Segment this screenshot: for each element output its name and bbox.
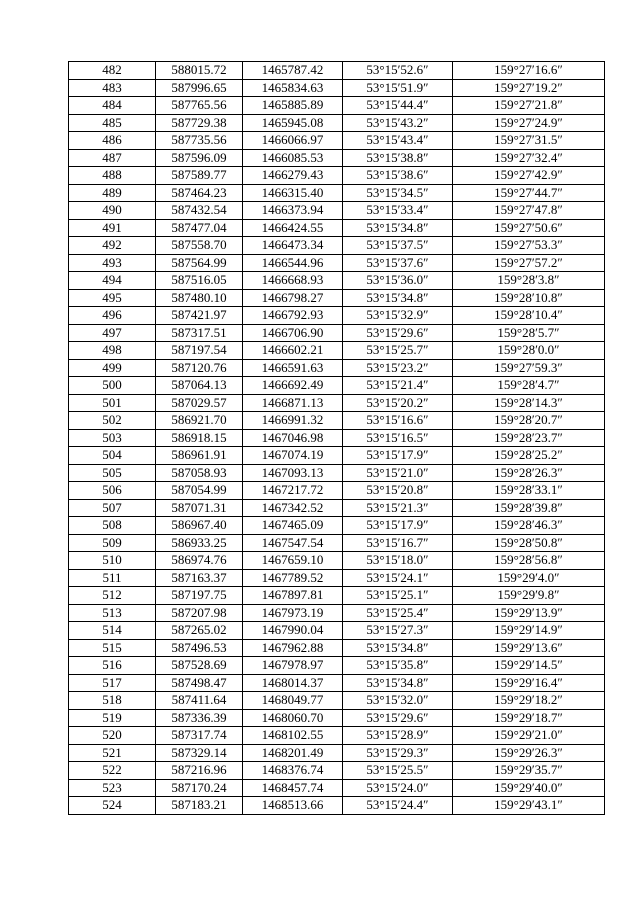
- point-number-cell: 485: [69, 114, 156, 132]
- table-row: [69, 447, 605, 465]
- y-coordinate-cell: 1468102.55: [243, 727, 343, 745]
- table-row: [69, 307, 605, 325]
- y-coordinate-cell: 1467978.97: [243, 657, 343, 675]
- table-row: [69, 569, 605, 587]
- point-number-cell: 482: [69, 62, 156, 80]
- longitude-cell: 159°27′32.4″: [453, 149, 605, 167]
- latitude-cell: 53°15′25.4″: [343, 604, 453, 622]
- longitude-cell: 159°29′13.9″: [453, 604, 605, 622]
- latitude-cell: 53°15′21.3″: [343, 499, 453, 517]
- table-row: [69, 674, 605, 692]
- table-row: [69, 587, 605, 605]
- x-coordinate-cell: 587170.24: [156, 779, 243, 797]
- x-coordinate-cell: 587329.14: [156, 744, 243, 762]
- longitude-cell: 159°28′3.8″: [453, 272, 605, 290]
- latitude-cell: 53°15′18.0″: [343, 552, 453, 570]
- point-number-cell: 513: [69, 604, 156, 622]
- point-number-cell: 484: [69, 97, 156, 115]
- latitude-cell: 53°15′23.2″: [343, 359, 453, 377]
- longitude-cell: 159°29′18.7″: [453, 709, 605, 727]
- y-coordinate-cell: 1468201.49: [243, 744, 343, 762]
- y-coordinate-cell: 1466315.40: [243, 184, 343, 202]
- y-coordinate-cell: 1465787.42: [243, 62, 343, 80]
- x-coordinate-cell: 587729.38: [156, 114, 243, 132]
- x-coordinate-cell: 587071.31: [156, 499, 243, 517]
- longitude-cell: 159°27′53.3″: [453, 237, 605, 255]
- longitude-cell: 159°27′47.8″: [453, 202, 605, 220]
- y-coordinate-cell: 1467465.09: [243, 517, 343, 535]
- y-coordinate-cell: 1466871.13: [243, 394, 343, 412]
- longitude-cell: 159°27′42.9″: [453, 167, 605, 185]
- latitude-cell: 53°15′24.4″: [343, 797, 453, 815]
- latitude-cell: 53°15′34.8″: [343, 674, 453, 692]
- point-number-cell: 492: [69, 237, 156, 255]
- latitude-cell: 53°15′20.8″: [343, 482, 453, 500]
- coordinates-table-body: [69, 62, 605, 815]
- table-row: [69, 359, 605, 377]
- x-coordinate-cell: 588015.72: [156, 62, 243, 80]
- latitude-cell: 53°15′34.8″: [343, 219, 453, 237]
- table-row: [69, 342, 605, 360]
- table-row: [69, 657, 605, 675]
- longitude-cell: 159°27′57.2″: [453, 254, 605, 272]
- point-number-cell: 486: [69, 132, 156, 150]
- x-coordinate-cell: 586933.25: [156, 534, 243, 552]
- point-number-cell: 497: [69, 324, 156, 342]
- x-coordinate-cell: 587996.65: [156, 79, 243, 97]
- longitude-cell: 159°29′35.7″: [453, 762, 605, 780]
- x-coordinate-cell: 587528.69: [156, 657, 243, 675]
- point-number-cell: 501: [69, 394, 156, 412]
- table-row: [69, 289, 605, 307]
- table-row: [69, 272, 605, 290]
- table-row: [69, 499, 605, 517]
- point-number-cell: 520: [69, 727, 156, 745]
- point-number-cell: 483: [69, 79, 156, 97]
- table-row: [69, 377, 605, 395]
- point-number-cell: 524: [69, 797, 156, 815]
- x-coordinate-cell: 587496.53: [156, 639, 243, 657]
- x-coordinate-cell: 586961.91: [156, 447, 243, 465]
- latitude-cell: 53°15′29.3″: [343, 744, 453, 762]
- latitude-cell: 53°15′38.6″: [343, 167, 453, 185]
- latitude-cell: 53°15′51.9″: [343, 79, 453, 97]
- latitude-cell: 53°15′43.4″: [343, 132, 453, 150]
- y-coordinate-cell: 1466424.55: [243, 219, 343, 237]
- table-row: [69, 412, 605, 430]
- point-number-cell: 521: [69, 744, 156, 762]
- y-coordinate-cell: 1467990.04: [243, 622, 343, 640]
- point-number-cell: 491: [69, 219, 156, 237]
- point-number-cell: 489: [69, 184, 156, 202]
- latitude-cell: 53°15′25.1″: [343, 587, 453, 605]
- x-coordinate-cell: 587589.77: [156, 167, 243, 185]
- table-row: [69, 604, 605, 622]
- table-row: [69, 464, 605, 482]
- table-row: [69, 167, 605, 185]
- longitude-cell: 159°28′33.1″: [453, 482, 605, 500]
- coordinates-table: [68, 61, 605, 815]
- x-coordinate-cell: 586974.76: [156, 552, 243, 570]
- point-number-cell: 499: [69, 359, 156, 377]
- point-number-cell: 514: [69, 622, 156, 640]
- table-row: [69, 709, 605, 727]
- latitude-cell: 53°15′17.9″: [343, 517, 453, 535]
- longitude-cell: 159°28′5.7″: [453, 324, 605, 342]
- latitude-cell: 53°15′34.8″: [343, 289, 453, 307]
- table-row: [69, 552, 605, 570]
- table-row: [69, 482, 605, 500]
- longitude-cell: 159°28′20.7″: [453, 412, 605, 430]
- point-number-cell: 517: [69, 674, 156, 692]
- point-number-cell: 515: [69, 639, 156, 657]
- y-coordinate-cell: 1467342.52: [243, 499, 343, 517]
- point-number-cell: 487: [69, 149, 156, 167]
- point-number-cell: 512: [69, 587, 156, 605]
- longitude-cell: 159°28′25.2″: [453, 447, 605, 465]
- table-row: [69, 219, 605, 237]
- x-coordinate-cell: 587058.93: [156, 464, 243, 482]
- longitude-cell: 159°29′18.2″: [453, 692, 605, 710]
- x-coordinate-cell: 587064.13: [156, 377, 243, 395]
- longitude-cell: 159°27′24.9″: [453, 114, 605, 132]
- y-coordinate-cell: 1466473.34: [243, 237, 343, 255]
- x-coordinate-cell: 587183.21: [156, 797, 243, 815]
- point-number-cell: 488: [69, 167, 156, 185]
- y-coordinate-cell: 1468060.70: [243, 709, 343, 727]
- point-number-cell: 493: [69, 254, 156, 272]
- latitude-cell: 53°15′34.5″: [343, 184, 453, 202]
- point-number-cell: 511: [69, 569, 156, 587]
- x-coordinate-cell: 586921.70: [156, 412, 243, 430]
- latitude-cell: 53°15′37.6″: [343, 254, 453, 272]
- table-row: [69, 97, 605, 115]
- y-coordinate-cell: 1466692.49: [243, 377, 343, 395]
- longitude-cell: 159°27′21.8″: [453, 97, 605, 115]
- longitude-cell: 159°27′50.6″: [453, 219, 605, 237]
- latitude-cell: 53°15′35.8″: [343, 657, 453, 675]
- y-coordinate-cell: 1468513.66: [243, 797, 343, 815]
- y-coordinate-cell: 1467046.98: [243, 429, 343, 447]
- y-coordinate-cell: 1466279.43: [243, 167, 343, 185]
- point-number-cell: 518: [69, 692, 156, 710]
- x-coordinate-cell: 587516.05: [156, 272, 243, 290]
- table-row: [69, 692, 605, 710]
- x-coordinate-cell: 587120.76: [156, 359, 243, 377]
- table-row: [69, 534, 605, 552]
- latitude-cell: 53°15′34.8″: [343, 639, 453, 657]
- longitude-cell: 159°29′14.5″: [453, 657, 605, 675]
- y-coordinate-cell: 1467093.13: [243, 464, 343, 482]
- y-coordinate-cell: 1465945.08: [243, 114, 343, 132]
- longitude-cell: 159°28′39.8″: [453, 499, 605, 517]
- latitude-cell: 53°15′16.6″: [343, 412, 453, 430]
- x-coordinate-cell: 587029.57: [156, 394, 243, 412]
- y-coordinate-cell: 1468014.37: [243, 674, 343, 692]
- y-coordinate-cell: 1467547.54: [243, 534, 343, 552]
- x-coordinate-cell: 587054.99: [156, 482, 243, 500]
- latitude-cell: 53°15′16.7″: [343, 534, 453, 552]
- table-row: [69, 639, 605, 657]
- x-coordinate-cell: 587464.23: [156, 184, 243, 202]
- point-number-cell: 506: [69, 482, 156, 500]
- point-number-cell: 502: [69, 412, 156, 430]
- x-coordinate-cell: 587411.64: [156, 692, 243, 710]
- x-coordinate-cell: 587163.37: [156, 569, 243, 587]
- y-coordinate-cell: 1467074.19: [243, 447, 343, 465]
- longitude-cell: 159°28′10.8″: [453, 289, 605, 307]
- x-coordinate-cell: 587596.09: [156, 149, 243, 167]
- table-row: [69, 324, 605, 342]
- y-coordinate-cell: 1467659.10: [243, 552, 343, 570]
- y-coordinate-cell: 1466792.93: [243, 307, 343, 325]
- x-coordinate-cell: 587197.54: [156, 342, 243, 360]
- latitude-cell: 53°15′33.4″: [343, 202, 453, 220]
- longitude-cell: 159°29′14.9″: [453, 622, 605, 640]
- y-coordinate-cell: 1467962.88: [243, 639, 343, 657]
- point-number-cell: 519: [69, 709, 156, 727]
- longitude-cell: 159°28′10.4″: [453, 307, 605, 325]
- latitude-cell: 53°15′27.3″: [343, 622, 453, 640]
- y-coordinate-cell: 1466798.27: [243, 289, 343, 307]
- y-coordinate-cell: 1465834.63: [243, 79, 343, 97]
- x-coordinate-cell: 587498.47: [156, 674, 243, 692]
- longitude-cell: 159°29′13.6″: [453, 639, 605, 657]
- longitude-cell: 159°27′19.2″: [453, 79, 605, 97]
- x-coordinate-cell: 586918.15: [156, 429, 243, 447]
- point-number-cell: 494: [69, 272, 156, 290]
- table-row: [69, 744, 605, 762]
- x-coordinate-cell: 587564.99: [156, 254, 243, 272]
- latitude-cell: 53°15′25.5″: [343, 762, 453, 780]
- table-row: [69, 132, 605, 150]
- longitude-cell: 159°28′26.3″: [453, 464, 605, 482]
- x-coordinate-cell: 587735.56: [156, 132, 243, 150]
- longitude-cell: 159°27′31.5″: [453, 132, 605, 150]
- x-coordinate-cell: 587317.51: [156, 324, 243, 342]
- y-coordinate-cell: 1466085.53: [243, 149, 343, 167]
- table-row: [69, 79, 605, 97]
- latitude-cell: 53°15′28.9″: [343, 727, 453, 745]
- latitude-cell: 53°15′36.0″: [343, 272, 453, 290]
- latitude-cell: 53°15′24.0″: [343, 779, 453, 797]
- y-coordinate-cell: 1466602.21: [243, 342, 343, 360]
- latitude-cell: 53°15′16.5″: [343, 429, 453, 447]
- y-coordinate-cell: 1467217.72: [243, 482, 343, 500]
- y-coordinate-cell: 1466706.90: [243, 324, 343, 342]
- table-row: [69, 149, 605, 167]
- longitude-cell: 159°29′40.0″: [453, 779, 605, 797]
- point-number-cell: 516: [69, 657, 156, 675]
- y-coordinate-cell: 1466066.97: [243, 132, 343, 150]
- longitude-cell: 159°28′14.3″: [453, 394, 605, 412]
- point-number-cell: 504: [69, 447, 156, 465]
- latitude-cell: 53°15′29.6″: [343, 709, 453, 727]
- longitude-cell: 159°29′26.3″: [453, 744, 605, 762]
- y-coordinate-cell: 1465885.89: [243, 97, 343, 115]
- latitude-cell: 53°15′20.2″: [343, 394, 453, 412]
- x-coordinate-cell: 587265.02: [156, 622, 243, 640]
- x-coordinate-cell: 587558.70: [156, 237, 243, 255]
- point-number-cell: 505: [69, 464, 156, 482]
- y-coordinate-cell: 1466668.93: [243, 272, 343, 290]
- longitude-cell: 159°29′43.1″: [453, 797, 605, 815]
- y-coordinate-cell: 1466373.94: [243, 202, 343, 220]
- table-row: [69, 202, 605, 220]
- longitude-cell: 159°29′4.0″: [453, 569, 605, 587]
- longitude-cell: 159°28′46.3″: [453, 517, 605, 535]
- point-number-cell: 498: [69, 342, 156, 360]
- latitude-cell: 53°15′44.4″: [343, 97, 453, 115]
- table-row: [69, 62, 605, 80]
- table-row: [69, 114, 605, 132]
- point-number-cell: 508: [69, 517, 156, 535]
- table-row: [69, 517, 605, 535]
- point-number-cell: 507: [69, 499, 156, 517]
- x-coordinate-cell: 587480.10: [156, 289, 243, 307]
- longitude-cell: 159°27′44.7″: [453, 184, 605, 202]
- y-coordinate-cell: 1466544.96: [243, 254, 343, 272]
- longitude-cell: 159°27′16.6″: [453, 62, 605, 80]
- longitude-cell: 159°27′59.3″: [453, 359, 605, 377]
- x-coordinate-cell: 587421.97: [156, 307, 243, 325]
- x-coordinate-cell: 587197.75: [156, 587, 243, 605]
- latitude-cell: 53°15′29.6″: [343, 324, 453, 342]
- latitude-cell: 53°15′38.8″: [343, 149, 453, 167]
- latitude-cell: 53°15′32.9″: [343, 307, 453, 325]
- y-coordinate-cell: 1466991.32: [243, 412, 343, 430]
- longitude-cell: 159°29′9.8″: [453, 587, 605, 605]
- point-number-cell: 522: [69, 762, 156, 780]
- x-coordinate-cell: 587216.96: [156, 762, 243, 780]
- latitude-cell: 53°15′21.0″: [343, 464, 453, 482]
- y-coordinate-cell: 1467789.52: [243, 569, 343, 587]
- table-row: [69, 429, 605, 447]
- y-coordinate-cell: 1468457.74: [243, 779, 343, 797]
- table-row: [69, 797, 605, 815]
- table-row: [69, 237, 605, 255]
- latitude-cell: 53°15′52.6″: [343, 62, 453, 80]
- latitude-cell: 53°15′37.5″: [343, 237, 453, 255]
- table-row: [69, 254, 605, 272]
- point-number-cell: 523: [69, 779, 156, 797]
- longitude-cell: 159°28′23.7″: [453, 429, 605, 447]
- longitude-cell: 159°28′50.8″: [453, 534, 605, 552]
- table-row: [69, 779, 605, 797]
- x-coordinate-cell: 586967.40: [156, 517, 243, 535]
- y-coordinate-cell: 1467897.81: [243, 587, 343, 605]
- point-number-cell: 490: [69, 202, 156, 220]
- longitude-cell: 159°29′16.4″: [453, 674, 605, 692]
- table-row: [69, 727, 605, 745]
- y-coordinate-cell: 1468049.77: [243, 692, 343, 710]
- x-coordinate-cell: 587765.56: [156, 97, 243, 115]
- point-number-cell: 495: [69, 289, 156, 307]
- table-row: [69, 762, 605, 780]
- x-coordinate-cell: 587207.98: [156, 604, 243, 622]
- table-row: [69, 394, 605, 412]
- y-coordinate-cell: 1466591.63: [243, 359, 343, 377]
- latitude-cell: 53°15′17.9″: [343, 447, 453, 465]
- x-coordinate-cell: 587336.39: [156, 709, 243, 727]
- y-coordinate-cell: 1468376.74: [243, 762, 343, 780]
- point-number-cell: 509: [69, 534, 156, 552]
- point-number-cell: 510: [69, 552, 156, 570]
- x-coordinate-cell: 587317.74: [156, 727, 243, 745]
- longitude-cell: 159°29′21.0″: [453, 727, 605, 745]
- latitude-cell: 53°15′21.4″: [343, 377, 453, 395]
- x-coordinate-cell: 587432.54: [156, 202, 243, 220]
- table-row: [69, 622, 605, 640]
- latitude-cell: 53°15′25.7″: [343, 342, 453, 360]
- point-number-cell: 496: [69, 307, 156, 325]
- latitude-cell: 53°15′43.2″: [343, 114, 453, 132]
- y-coordinate-cell: 1467973.19: [243, 604, 343, 622]
- point-number-cell: 500: [69, 377, 156, 395]
- longitude-cell: 159°28′0.0″: [453, 342, 605, 360]
- point-number-cell: 503: [69, 429, 156, 447]
- longitude-cell: 159°28′4.7″: [453, 377, 605, 395]
- latitude-cell: 53°15′24.1″: [343, 569, 453, 587]
- latitude-cell: 53°15′32.0″: [343, 692, 453, 710]
- table-row: [69, 184, 605, 202]
- x-coordinate-cell: 587477.04: [156, 219, 243, 237]
- longitude-cell: 159°28′56.8″: [453, 552, 605, 570]
